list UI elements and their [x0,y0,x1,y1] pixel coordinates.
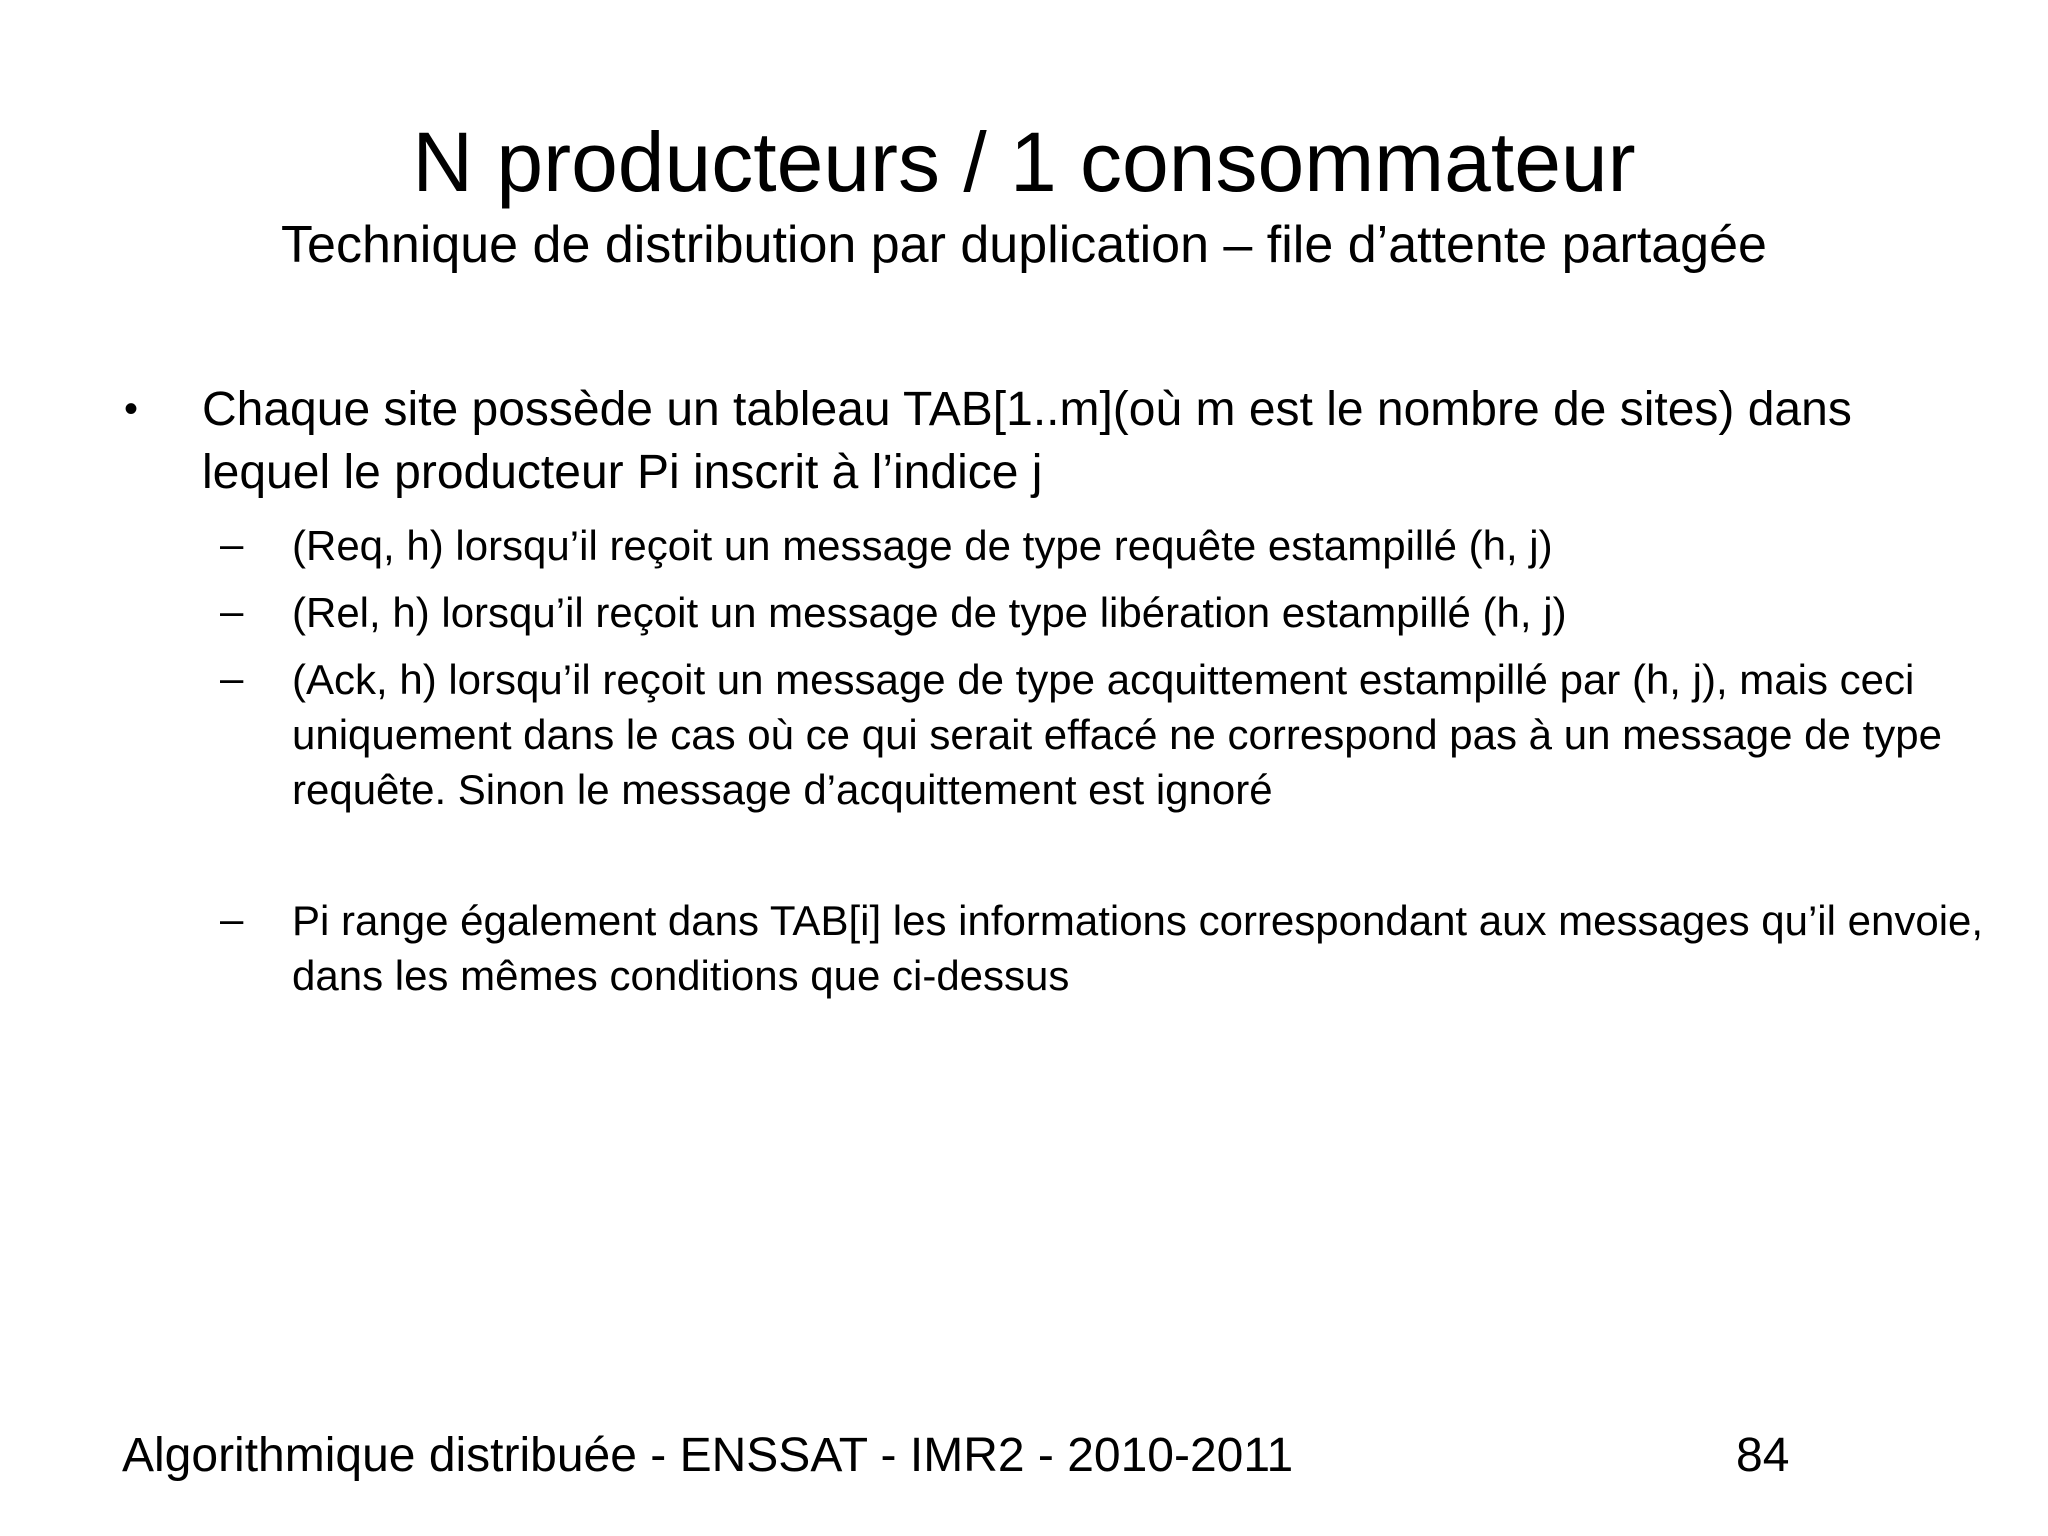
dash-mark: – [220,654,244,701]
dash-mark: – [220,895,244,942]
sub-item-text: Pi range également dans TAB[i] les informations correspondant aux messages qu’il envoie, dans les mêmes conditions que ci-dessus [292,897,1984,999]
dash-mark: – [220,520,244,567]
footer-course: Algorithmique distribuée - ENSSAT - IMR2 - 2010-2011 [122,1429,1294,1482]
sub-item-text: (Req, h) lorsqu’il reçoit un message de type requête estampillé (h, j) [292,522,1553,569]
bullet-text: Chaque site possède un tableau TAB[1..m](où m est le nombre de sites) dans lequel le producteur Pi inscrit à l’indice j [202,383,1852,499]
sub-item-text: (Rel, h) lorsqu’il reçoit un message de type libération estampillé (h, j) [292,589,1567,636]
slide-title: N producteurs / 1 consommateur [412,115,1636,209]
bullet-mark: • [124,387,139,431]
sub-item-text: (Ack, h) lorsqu’il reçoit un message de type acquittement estampillé par (h, j), mais ceci uniquement dans le cas où ce qui serait effacé ne correspond pas à un message de type requête. Sinon le message d’acquittement est ignoré [292,656,1942,813]
slide-subtitle: Technique de distribution par duplication – file d’attente partagée [281,216,1767,274]
page-number: 84 [1736,1429,1790,1482]
dash-mark: – [220,587,244,634]
